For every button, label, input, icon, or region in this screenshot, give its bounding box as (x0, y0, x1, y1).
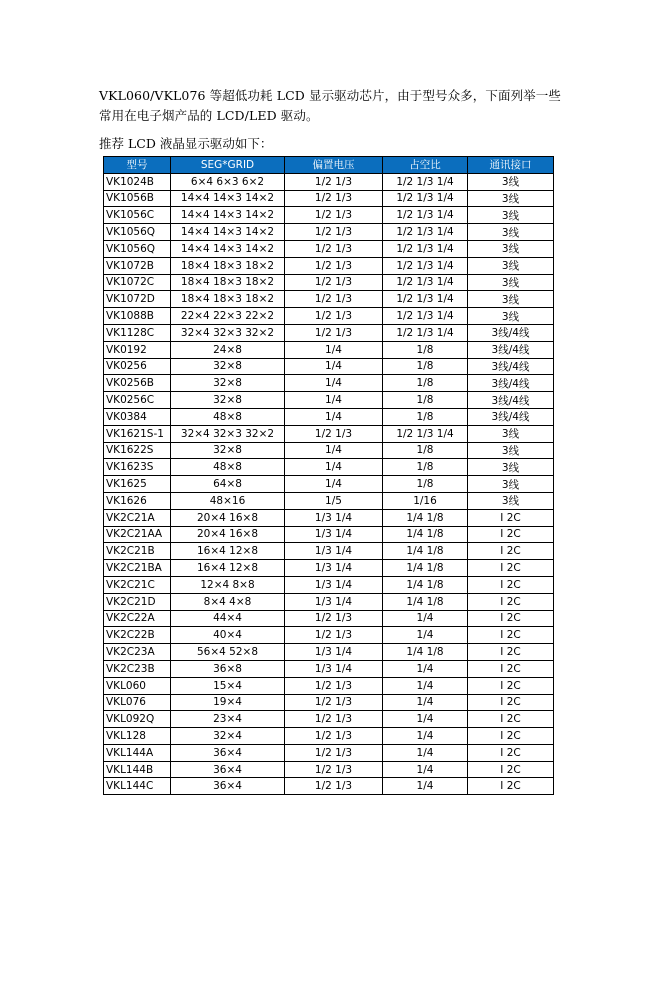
cell-bias: 1/2 1/3 (285, 207, 383, 224)
cell-interface: I 2C (468, 627, 554, 644)
cell-seg-grid: 18×4 18×3 18×2 (171, 257, 285, 274)
cell-model: VK2C21B (104, 543, 171, 560)
table-row (104, 677, 554, 694)
table-row (104, 526, 554, 543)
cell-interface: 3线 (468, 257, 554, 274)
cell-model: VK1128C (104, 324, 171, 341)
cell-duty: 1/8 (383, 392, 468, 409)
table-row (104, 442, 554, 459)
cell-duty: 1/2 1/3 1/4 (383, 308, 468, 325)
cell-bias: 1/2 1/3 (285, 240, 383, 257)
cell-duty: 1/4 (383, 610, 468, 627)
cell-model: VK2C21D (104, 593, 171, 610)
cell-seg-grid: 24×8 (171, 341, 285, 358)
cell-duty: 1/4 1/8 (383, 593, 468, 610)
cell-duty: 1/4 (383, 778, 468, 795)
cell-interface: I 2C (468, 728, 554, 745)
table-row (104, 660, 554, 677)
cell-bias: 1/3 1/4 (285, 576, 383, 593)
cell-bias: 1/3 1/4 (285, 543, 383, 560)
table-header-row (104, 157, 554, 174)
cell-bias: 1/2 1/3 (285, 257, 383, 274)
cell-duty: 1/4 (383, 677, 468, 694)
cell-interface: 3线 (468, 459, 554, 476)
cell-model: VK1625 (104, 476, 171, 493)
cell-bias: 1/2 1/3 (285, 173, 383, 190)
cell-interface: I 2C (468, 644, 554, 661)
cell-interface: 3线 (468, 224, 554, 241)
cell-duty: 1/2 1/3 1/4 (383, 207, 468, 224)
cell-seg-grid: 32×4 (171, 728, 285, 745)
cell-seg-grid: 14×4 14×3 14×2 (171, 224, 285, 241)
header-bias: 偏置电压 (285, 157, 383, 174)
cell-bias: 1/4 (285, 375, 383, 392)
table-row (104, 308, 554, 325)
cell-interface: 3线 (468, 240, 554, 257)
table-row (104, 224, 554, 241)
cell-bias: 1/2 1/3 (285, 778, 383, 795)
table-row (104, 274, 554, 291)
cell-interface: I 2C (468, 610, 554, 627)
cell-interface: 3线 (468, 476, 554, 493)
cell-model: VK0256 (104, 358, 171, 375)
cell-bias: 1/2 1/3 (285, 291, 383, 308)
cell-seg-grid: 44×4 (171, 610, 285, 627)
cell-bias: 1/3 1/4 (285, 560, 383, 577)
cell-model: VK1056Q (104, 224, 171, 241)
table-row (104, 375, 554, 392)
cell-interface: I 2C (468, 677, 554, 694)
cell-model: VKL144C (104, 778, 171, 795)
cell-seg-grid: 16×4 12×8 (171, 543, 285, 560)
cell-duty: 1/4 1/8 (383, 526, 468, 543)
cell-interface: 3线 (468, 308, 554, 325)
cell-duty: 1/4 1/8 (383, 576, 468, 593)
cell-duty: 1/2 1/3 1/4 (383, 240, 468, 257)
table-row (104, 610, 554, 627)
cell-model: VK1056Q (104, 240, 171, 257)
table-row (104, 492, 554, 509)
table-row (104, 291, 554, 308)
cell-duty: 1/2 1/3 1/4 (383, 324, 468, 341)
table-row (104, 358, 554, 375)
cell-seg-grid: 20×4 16×8 (171, 526, 285, 543)
cell-model: VKL144B (104, 761, 171, 778)
cell-bias: 1/2 1/3 (285, 224, 383, 241)
cell-interface: I 2C (468, 526, 554, 543)
table-row (104, 543, 554, 560)
cell-duty: 1/4 (383, 711, 468, 728)
cell-interface: I 2C (468, 744, 554, 761)
cell-duty: 1/2 1/3 1/4 (383, 224, 468, 241)
header-duty: 占空比 (383, 157, 468, 174)
table-row (104, 392, 554, 409)
cell-seg-grid: 36×8 (171, 660, 285, 677)
cell-duty: 1/16 (383, 492, 468, 509)
cell-bias: 1/4 (285, 442, 383, 459)
lcd-driver-table (103, 156, 554, 795)
table-row (104, 644, 554, 661)
cell-interface: 3线 (468, 173, 554, 190)
cell-seg-grid: 36×4 (171, 744, 285, 761)
cell-seg-grid: 36×4 (171, 761, 285, 778)
cell-interface: 3线/4线 (468, 341, 554, 358)
cell-model: VK1072B (104, 257, 171, 274)
cell-duty: 1/4 1/8 (383, 560, 468, 577)
cell-seg-grid: 32×8 (171, 392, 285, 409)
cell-interface: I 2C (468, 593, 554, 610)
cell-bias: 1/2 1/3 (285, 190, 383, 207)
cell-bias: 1/2 1/3 (285, 425, 383, 442)
cell-seg-grid: 32×8 (171, 442, 285, 459)
cell-model: VKL060 (104, 677, 171, 694)
cell-model: VK1626 (104, 492, 171, 509)
cell-duty: 1/8 (383, 442, 468, 459)
cell-bias: 1/2 1/3 (285, 728, 383, 745)
cell-interface: 3线/4线 (468, 324, 554, 341)
table-caption: 推荐 LCD 液晶显示驱动如下： (99, 136, 273, 151)
cell-model: VKL092Q (104, 711, 171, 728)
cell-model: VK1072D (104, 291, 171, 308)
cell-bias: 1/2 1/3 (285, 308, 383, 325)
cell-seg-grid: 36×4 (171, 778, 285, 795)
cell-model: VK1024B (104, 173, 171, 190)
cell-interface: I 2C (468, 509, 554, 526)
cell-duty: 1/4 (383, 627, 468, 644)
cell-bias: 1/2 1/3 (285, 274, 383, 291)
cell-seg-grid: 12×4 8×8 (171, 576, 285, 593)
cell-interface: 3线 (468, 274, 554, 291)
cell-seg-grid: 18×4 18×3 18×2 (171, 291, 285, 308)
cell-bias: 1/3 1/4 (285, 526, 383, 543)
cell-interface: 3线 (468, 492, 554, 509)
cell-seg-grid: 20×4 16×8 (171, 509, 285, 526)
cell-seg-grid: 32×4 32×3 32×2 (171, 324, 285, 341)
cell-bias: 1/2 1/3 (285, 694, 383, 711)
cell-bias: 1/4 (285, 358, 383, 375)
cell-interface: 3线/4线 (468, 358, 554, 375)
cell-bias: 1/2 1/3 (285, 627, 383, 644)
cell-interface: 3线/4线 (468, 375, 554, 392)
cell-bias: 1/3 1/4 (285, 509, 383, 526)
cell-duty: 1/8 (383, 375, 468, 392)
table-row (104, 711, 554, 728)
cell-duty: 1/4 1/8 (383, 644, 468, 661)
cell-seg-grid: 40×4 (171, 627, 285, 644)
table-row (104, 560, 554, 577)
table-row (104, 425, 554, 442)
table-row (104, 257, 554, 274)
table-row (104, 476, 554, 493)
cell-interface: 3线 (468, 442, 554, 459)
cell-duty: 1/2 1/3 1/4 (383, 257, 468, 274)
cell-bias: 1/2 1/3 (285, 324, 383, 341)
cell-bias: 1/2 1/3 (285, 610, 383, 627)
header-seg-grid: SEG*GRID (171, 157, 285, 174)
cell-model: VK1072C (104, 274, 171, 291)
cell-bias: 1/3 1/4 (285, 660, 383, 677)
table-row (104, 207, 554, 224)
cell-duty: 1/4 1/8 (383, 543, 468, 560)
cell-model: VK1056B (104, 190, 171, 207)
cell-seg-grid: 22×4 22×3 22×2 (171, 308, 285, 325)
cell-model: VK0192 (104, 341, 171, 358)
table-row (104, 459, 554, 476)
cell-duty: 1/4 (383, 744, 468, 761)
table-row (104, 408, 554, 425)
cell-seg-grid: 8×4 4×8 (171, 593, 285, 610)
cell-model: VK2C23B (104, 660, 171, 677)
cell-duty: 1/8 (383, 408, 468, 425)
cell-interface: I 2C (468, 660, 554, 677)
cell-model: VK0256C (104, 392, 171, 409)
header-model: 型号 (104, 157, 171, 174)
cell-seg-grid: 56×4 52×8 (171, 644, 285, 661)
cell-bias: 1/4 (285, 476, 383, 493)
cell-interface: I 2C (468, 543, 554, 560)
cell-seg-grid: 6×4 6×3 6×2 (171, 173, 285, 190)
table-row (104, 576, 554, 593)
cell-duty: 1/2 1/3 1/4 (383, 190, 468, 207)
cell-interface: 3线 (468, 190, 554, 207)
cell-duty: 1/4 (383, 728, 468, 745)
cell-bias: 1/4 (285, 392, 383, 409)
cell-interface: I 2C (468, 778, 554, 795)
cell-bias: 1/4 (285, 459, 383, 476)
cell-model: VK1621S-1 (104, 425, 171, 442)
cell-duty: 1/8 (383, 358, 468, 375)
cell-bias: 1/4 (285, 408, 383, 425)
cell-seg-grid: 15×4 (171, 677, 285, 694)
cell-interface: I 2C (468, 576, 554, 593)
intro-paragraph (99, 86, 569, 126)
cell-seg-grid: 19×4 (171, 694, 285, 711)
cell-bias: 1/5 (285, 492, 383, 509)
cell-seg-grid: 32×8 (171, 358, 285, 375)
table-row (104, 509, 554, 526)
intro-line-2: 常用在电子烟产品的 LCD/LED 驱动。 (99, 108, 319, 123)
cell-seg-grid: 16×4 12×8 (171, 560, 285, 577)
cell-model: VK2C22B (104, 627, 171, 644)
cell-model: VK0384 (104, 408, 171, 425)
cell-duty: 1/4 (383, 694, 468, 711)
cell-model: VK1623S (104, 459, 171, 476)
cell-interface: I 2C (468, 694, 554, 711)
cell-seg-grid: 18×4 18×3 18×2 (171, 274, 285, 291)
table-row (104, 341, 554, 358)
table-row (104, 593, 554, 610)
cell-seg-grid: 48×16 (171, 492, 285, 509)
table-row (104, 324, 554, 341)
cell-seg-grid: 64×8 (171, 476, 285, 493)
cell-model: VK2C22A (104, 610, 171, 627)
table-row (104, 240, 554, 257)
table-row (104, 728, 554, 745)
cell-interface: I 2C (468, 560, 554, 577)
cell-seg-grid: 14×4 14×3 14×2 (171, 240, 285, 257)
cell-model: VK2C21BA (104, 560, 171, 577)
header-interface: 通讯接口 (468, 157, 554, 174)
table-row (104, 761, 554, 778)
table-row (104, 744, 554, 761)
cell-duty: 1/2 1/3 1/4 (383, 425, 468, 442)
intro-line-1: VKL060/VKL076 等超低功耗 LCD 显示驱动芯片，由于型号众多，下面列举一些 (99, 88, 561, 103)
cell-seg-grid: 48×8 (171, 408, 285, 425)
cell-model: VKL076 (104, 694, 171, 711)
cell-duty: 1/8 (383, 341, 468, 358)
cell-interface: 3线/4线 (468, 392, 554, 409)
cell-interface: 3线/4线 (468, 408, 554, 425)
cell-seg-grid: 32×8 (171, 375, 285, 392)
cell-bias: 1/2 1/3 (285, 711, 383, 728)
cell-duty: 1/2 1/3 1/4 (383, 173, 468, 190)
cell-interface: I 2C (468, 711, 554, 728)
cell-duty: 1/2 1/3 1/4 (383, 291, 468, 308)
cell-duty: 1/8 (383, 476, 468, 493)
cell-model: VK2C23A (104, 644, 171, 661)
cell-duty: 1/4 (383, 660, 468, 677)
table-row (104, 694, 554, 711)
cell-duty: 1/8 (383, 459, 468, 476)
cell-interface: 3线 (468, 425, 554, 442)
cell-interface: 3线 (468, 291, 554, 308)
cell-bias: 1/3 1/4 (285, 593, 383, 610)
cell-seg-grid: 48×8 (171, 459, 285, 476)
cell-model: VKL144A (104, 744, 171, 761)
cell-interface: I 2C (468, 761, 554, 778)
table-row (104, 778, 554, 795)
cell-seg-grid: 14×4 14×3 14×2 (171, 190, 285, 207)
table-row (104, 173, 554, 190)
cell-duty: 1/4 1/8 (383, 509, 468, 526)
cell-model: VK1056C (104, 207, 171, 224)
cell-seg-grid: 14×4 14×3 14×2 (171, 207, 285, 224)
table-row (104, 190, 554, 207)
cell-model: VKL128 (104, 728, 171, 745)
cell-model: VK2C21C (104, 576, 171, 593)
cell-model: VK1622S (104, 442, 171, 459)
table-row (104, 627, 554, 644)
cell-bias: 1/2 1/3 (285, 761, 383, 778)
table-body (104, 173, 554, 794)
cell-seg-grid: 23×4 (171, 711, 285, 728)
cell-bias: 1/4 (285, 341, 383, 358)
cell-model: VK1088B (104, 308, 171, 325)
cell-seg-grid: 32×4 32×3 32×2 (171, 425, 285, 442)
cell-model: VK2C21AA (104, 526, 171, 543)
cell-interface: 3线 (468, 207, 554, 224)
cell-model: VK2C21A (104, 509, 171, 526)
cell-duty: 1/4 (383, 761, 468, 778)
cell-bias: 1/2 1/3 (285, 744, 383, 761)
cell-bias: 1/3 1/4 (285, 644, 383, 661)
cell-bias: 1/2 1/3 (285, 677, 383, 694)
cell-model: VK0256B (104, 375, 171, 392)
cell-duty: 1/2 1/3 1/4 (383, 274, 468, 291)
